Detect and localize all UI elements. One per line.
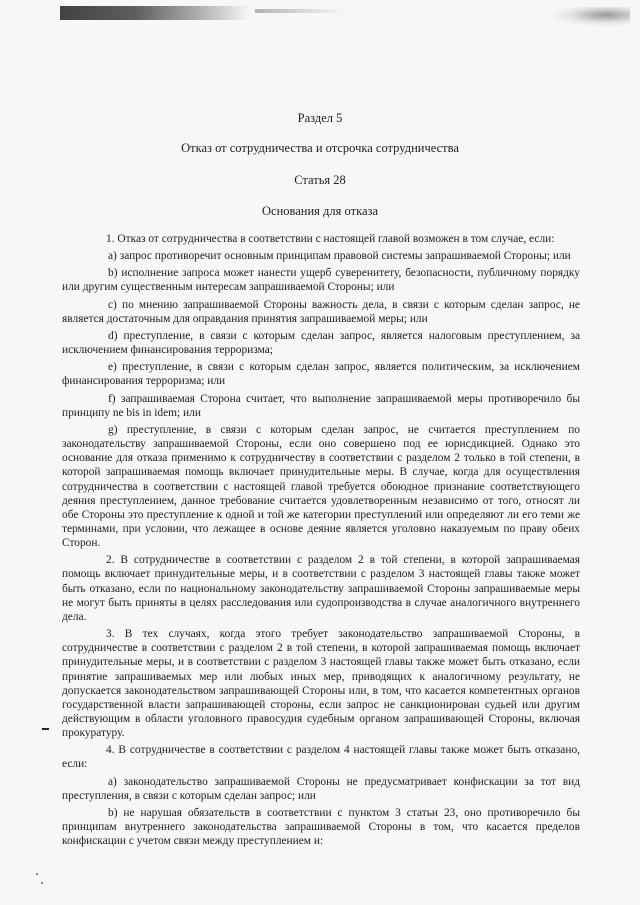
scan-artifact-corner bbox=[550, 7, 630, 27]
paragraph-2: 2. В сотрудничестве в соответствии с разделом 2 в той степени, в которой запрашиваемая помощь включает принудительные меры, и в соответствии с разделом 3 настоящей главы также может быть отказано, если по национальному законодательству запрашиваемой Стороны запрашиваемые меры не могут быть приняты в целях расследования или судопроизводства в случае аналогичного внутреннего дела. bbox=[62, 554, 580, 623]
subparagraph-4a: a) законодательство запрашиваемой Стороны не предусматривает конфискации за тот вид преступления, в связи с которым сделан запрос; или bbox=[62, 775, 580, 802]
margin-mark bbox=[42, 728, 49, 730]
section-heading: Раздел 5 bbox=[297, 111, 343, 125]
subparagraph-1g: g) преступление, в связи с которым сделан запрос, не считается преступлением по законодательству запрашиваемой Стороны, если оно совершено под ее юрисдикцией. Однако это основание для отказа применимо к сотрудничеству в соответствии с разделом 2 только в той степени, в которой запрашиваемая помощь включает принудительные меры. В случае, когда для осуществления сотрудничества в соответствии с настоящей главой требуется обоюдное признание соответствующего деяния преступлением, данное требование считается удовлетворенным независимо от того, относят ли обе Стороны это преступление к одной и той же категории преступлений или определяют ли его теми же терминами, при условии, что лежащее в основе деяние является уголовно наказуемым по праву обеих Сторон. bbox=[62, 423, 580, 550]
scan-speck bbox=[36, 873, 38, 875]
subparagraph-1c: c) по мнению запрашиваемой Стороны важность дела, в связи с которым сделан запрос, не является достаточным для оправдания принятия запрашиваемой меры; или bbox=[62, 298, 580, 325]
paragraph-1: 1. Отказ от сотрудничества в соответствии с настоящей главой возможен в том случае, если: bbox=[106, 233, 555, 245]
scan-speck bbox=[41, 882, 43, 884]
subparagraph-1d: d) преступление, в связи с которым сделан запрос, является налоговым преступлением, за исключением финансирования терроризма; bbox=[62, 329, 580, 357]
scan-artifact-top-faint bbox=[255, 9, 345, 13]
subparagraph-1a: a) запрос противоречит основным принципам правовой системы запрашиваемой Стороны; или bbox=[108, 250, 571, 263]
subparagraph-1b: b) исполнение запроса может нанести ущерб суверенитету, безопасности, публичному порядку или другим существенным интересам запрашиваемой Стороны; или bbox=[62, 267, 580, 294]
article-body bbox=[62, 232, 580, 851]
article-heading: Статья 28 bbox=[294, 173, 346, 187]
article-title: Основания для отказа bbox=[262, 204, 378, 218]
subparagraph-1e: e) преступление, в связи с которым сделан запрос, является политическим, за исключением финансирования терроризма; или bbox=[62, 361, 580, 388]
subparagraph-1f: f) запрашиваемая Сторона считает, что выполнение запрашиваемой меры противоречило бы принципу ne bis in idem; или bbox=[62, 392, 580, 419]
paragraph-4: 4. В сотрудничестве в соответствии с разделом 4 настоящей главы также может быть отказано, если: bbox=[62, 744, 580, 771]
subparagraph-4b: b) не нарушая обязательств в соответствии с пунктом 3 статьи 23, оно противоречило бы принципам внутреннего законодательства запрашиваемой Стороны в том, что касается пределов конфискации с учетом связи между преступлением и: bbox=[62, 806, 580, 848]
paragraph-3: 3. В тех случаях, когда этого требует законодательство запрашиваемой Стороны, в сотрудничестве в соответствии с разделом 2 в той степени, в которой запрашиваемая помощь включает принудительные меры, и в соответствии с разделом 3 настоящей главы также может быть отказано, если принятие запрашиваемых мер или любых иных мер, приводящих к аналогичному результату, не допускается законодательством запрашивающей Стороны или, в том, что касается компетентных органов государственной власти запрашивающей стороны, если запрос не санкционирован судьей или другим действующим в области уголовного правосудия судебным органом запрашивающей Стороны, включая прокуратуру. bbox=[62, 628, 580, 740]
section-title: Отказ от сотрудничества и отсрочка сотрудничества bbox=[181, 141, 459, 155]
scan-artifact-top bbox=[60, 6, 250, 20]
